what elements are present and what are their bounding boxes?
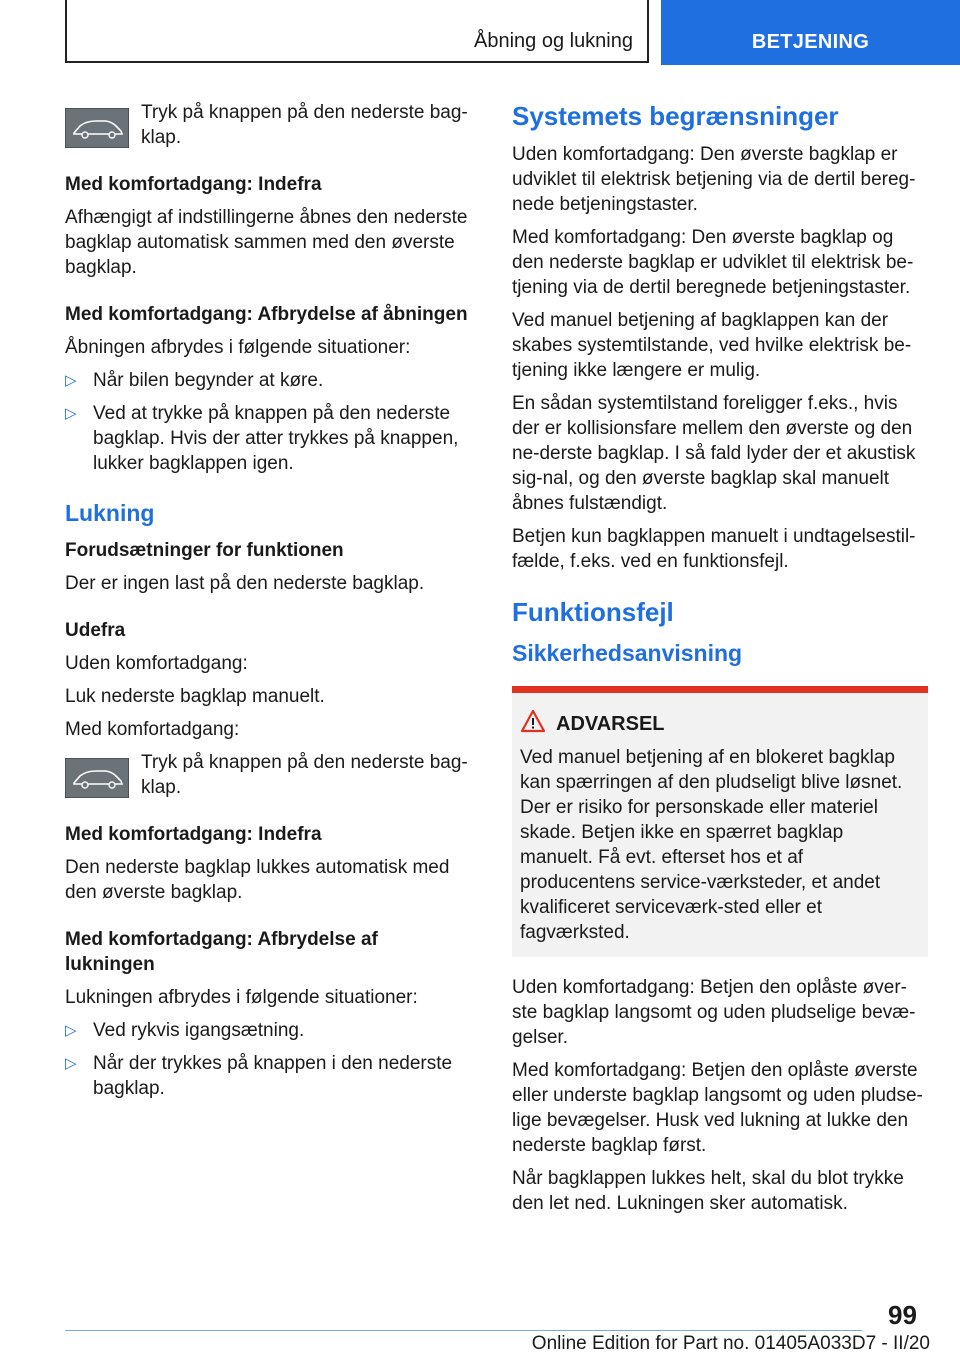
- bullet-list-closing: [65, 1018, 470, 1101]
- page-number: 99: [888, 1300, 917, 1330]
- subheading-outside: Udefra: [65, 620, 126, 641]
- paragraph-abort-opening: Åbningen afbrydes i følgende situationer:: [65, 337, 411, 358]
- subheading-prerequisites: Forudsætninger for funktionen: [65, 540, 344, 561]
- triangle-bullet-icon: ▷: [65, 405, 77, 422]
- paragraph-prerequisites: Der er ingen last på den nederste bagklap.: [65, 573, 425, 594]
- paragraph-abort-closing: Lukningen afbrydes i følgende situationer:: [65, 987, 418, 1008]
- subheading-inside-2: Med komfortadgang: Indefra: [65, 824, 322, 845]
- heading-malfunction: Funktionsfejl: [512, 597, 674, 627]
- triangle-bullet-icon: ▷: [65, 1055, 77, 1072]
- paragraph-limits-2: Med komfortadgang: Den øverste bagklap og den nederste bagklap er udviklet til elektrisk be-tjening via de dertil beregnede betjeningstaster.: [512, 227, 914, 298]
- paragraph-malfunction-3: Når bagklappen lukkes helt, skal du blot trykke den let ned. Lukningen sker automatisk.: [512, 1168, 904, 1214]
- header-section-box: [65, 0, 649, 63]
- tailgate-car-icon: [65, 108, 129, 148]
- subheading-abort-closing: Med komfortadgang: Afbrydelse af lukningen: [65, 929, 378, 975]
- icon-instruction-1: [65, 100, 470, 158]
- paragraph-malfunction-2: Med komfortadgang: Betjen den oplåste øverste eller underste bagklap langsomt og uden pludse-lige bevægelser. Husk ved lukning at lukke den nederste bagklap først.: [512, 1060, 923, 1156]
- subheading-abort-opening: Med komfortadgang: Afbrydelse af åbningen: [65, 304, 468, 325]
- header-chapter-title: BETJENING: [751, 31, 870, 53]
- heading-safety-note: Sikkerhedsanvisning: [512, 640, 743, 666]
- warning-triangle-icon: [520, 709, 546, 739]
- paragraph-limits-1: Uden komfortadgang: Den øverste bagklap er udviklet til elektrisk betjening via de dertil bereg-nede betjeningstaster.: [512, 144, 916, 215]
- paragraph-outside-1: Uden komfortadgang:: [65, 653, 248, 674]
- paragraph-limits-4: En sådan systemtilstand foreligger f.eks., hvis der er kollisionsfare mellem den øverste og den ne-derste bagklap. I så fald lyder der et akustisk sig-nal, og den øverste bagklap skal manuelt åbnes fulstændigt.: [512, 393, 916, 514]
- triangle-bullet-icon: ▷: [65, 1022, 77, 1039]
- subheading-inside-1: Med komfortadgang: Indefra: [65, 174, 322, 195]
- triangle-bullet-icon: ▷: [65, 372, 77, 389]
- paragraph-inside-2: Den nederste bagklap lukkes automatisk med den øverste bagklap.: [65, 857, 450, 903]
- warning-text: Ved manuel betjening af en blokeret bagklap kan spærringen af den pludseligt blive løsnet. Der er risiko for personskade eller materiel skade. Betjen ikke en spærret bagklap manuelt. Få evt. efterset hos et af producentens service-værksteder, et andet kvalificeret serviceværk-sted eller et fagværksted.: [520, 747, 903, 943]
- warning-title: ADVARSEL: [556, 712, 665, 735]
- icon-instruction-2: [65, 750, 470, 808]
- icon-instruction-text-1: Tryk på knappen på den nederste bag-klap.: [141, 102, 468, 148]
- heading-system-limits: Systemets begrænsninger: [512, 101, 839, 131]
- header-section-title: Åbning og lukning: [473, 30, 633, 52]
- footer-divider: [65, 1330, 862, 1331]
- warning-header: [520, 709, 920, 739]
- left-column: [65, 100, 470, 1109]
- paragraph-malfunction-1: Uden komfortadgang: Betjen den oplåste øver-ste bagklap langsomt og uden pludselige bevæ-gelser.: [512, 977, 916, 1048]
- heading-closing: Lukning: [65, 500, 155, 526]
- paragraph-limits-5: Betjen kun bagklappen manuelt i undtagelsestil-fælde, f.eks. ved en funktionsfejl.: [512, 526, 916, 572]
- paragraph-inside-1: Afhængigt af indstillingerne åbnes den nederste bagklap automatisk sammen med den øverste bagklap.: [65, 207, 468, 278]
- paragraph-outside-2: Luk nederste bagklap manuelt.: [65, 686, 325, 707]
- list-item: ▷ Når der trykkes på knappen i den nederste bagklap.: [65, 1053, 453, 1099]
- tailgate-car-icon: [65, 758, 129, 798]
- paragraph-outside-3: Med komfortadgang:: [65, 719, 240, 740]
- header-chapter-tab: [661, 0, 960, 65]
- list-item: ▷ Ved rykvis igangsætning.: [65, 1020, 305, 1041]
- list-item: ▷ Ved at trykke på knappen på den nederste bagklap. Hvis der atter trykkes på knappen, lukker bagklappen igen.: [65, 403, 459, 474]
- footer-edition: Online Edition for Part no. 01405A033D7 - II/20: [531, 1333, 930, 1354]
- right-column: [512, 100, 928, 1224]
- bullet-list-opening: [65, 368, 470, 476]
- warning-box: [512, 686, 928, 957]
- paragraph-limits-3: Ved manuel betjening af bagklappen kan der skabes systemtilstande, ved hvilke elektrisk be-tjening ikke længere er mulig.: [512, 310, 912, 381]
- list-item: ▷ Når bilen begynder at køre.: [65, 370, 324, 391]
- icon-instruction-text-2: Tryk på knappen på den nederste bag-klap.: [141, 752, 468, 798]
